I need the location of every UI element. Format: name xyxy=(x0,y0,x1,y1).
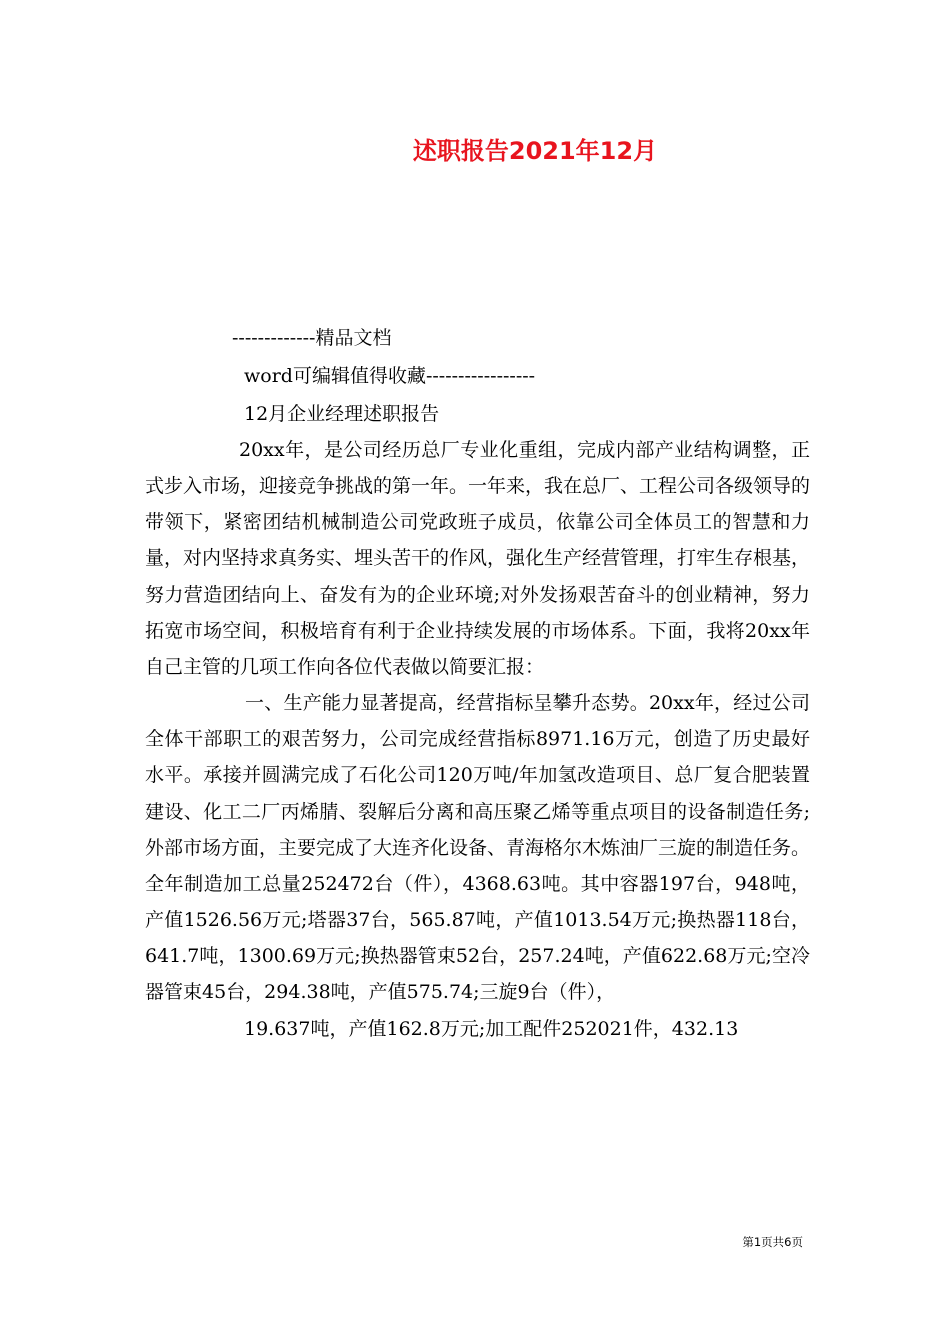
document-subtitle: 12月企业经理述职报告 xyxy=(244,403,440,425)
document-body xyxy=(145,432,810,1047)
body-paragraph-2: 一、生产能力显著提高，经营指标呈攀升态势。20xx年，经过公司全体干部职工的艰苦努力，公司完成经营指标8971.16万元，创造了历史最好水平。承接并圆满完成了石化公司120万吨/年加氢改造项目、总厂复合肥装置建设、化工二厂丙烯腈、裂解后分离和高压聚乙烯等重点项目的设备制造任务;外部市场方面，主要完成了大连齐化设备、青海格尔木炼油厂三旋的制造任务。全年制造加工总量252472台（件），4368.63吨。其中容器197台，948吨，产值1526.56万元;塔器37台，565.87吨，产值1013.54万元;换热器118台，641.7吨，1300.69万元;换热器管束52台，257.24吨，产值622.68万元;空冷器管束45台，294.38吨，产值575.74;三旋9台（件）， xyxy=(145,692,811,1004)
header-line-2: word可编辑值得收藏----------------- xyxy=(244,365,536,387)
header-line-1: -------------精品文档 xyxy=(232,327,392,349)
document-title: 述职报告2021年12月 xyxy=(412,137,658,165)
body-paragraph-1: 20xx年，是公司经历总厂专业化重组，完成内部产业结构调整，正式步入市场，迎接竞争挑战的第一年。一年来，我在总厂、工程公司各级领导的带领下，紧密团结机械制造公司党政班子成员，依靠公司全体员工的智慧和力量，对内坚持求真务实、埋头苦干的作风，强化生产经营管理，打牢生存根基，努力营造团结向上、奋发有为的企业环境;对外发扬艰苦奋斗的创业精神，努力拓宽市场空间，积极培育有利于企业持续发展的市场体系。下面，我将20xx年自己主管的几项工作向各位代表做以简要汇报： xyxy=(145,439,811,678)
body-paragraph-3: 19.637吨，产值162.8万元;加工配件252021件，432.13 xyxy=(244,1017,739,1040)
page-number: 第1页共6页 xyxy=(742,1235,803,1249)
